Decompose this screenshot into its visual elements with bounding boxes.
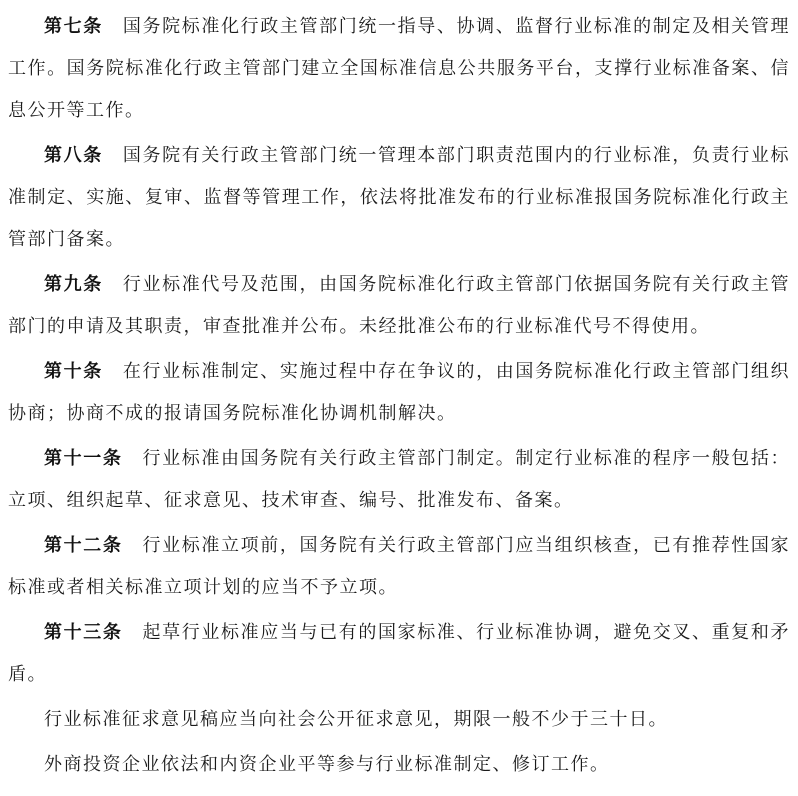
article-heading: 第八条 bbox=[44, 145, 103, 166]
paragraph-foreign-investment: 外商投资企业依法和内资企业平等参与行业标准制定、修订工作。 bbox=[44, 754, 610, 775]
article-10 bbox=[8, 351, 790, 435]
article-heading: 第十条 bbox=[44, 361, 103, 382]
article-text: 在行业标准制定、实施过程中存在争议的，由国务院标准化行政主管部门组织协商；协商不成的报请国务院标准化协调机制解决。 bbox=[8, 361, 790, 424]
article-heading: 第七条 bbox=[44, 16, 103, 37]
article-text: 行业标准代号及范围，由国务院标准化行政主管部门依据国务院有关行政主管部门的申请及其职责，审查批准并公布。未经批准公布的行业标准代号不得使用。 bbox=[8, 274, 790, 337]
paragraph-public-comment: 行业标准征求意见稿应当向社会公开征求意见，期限一般不少于三十日。 bbox=[44, 709, 668, 730]
article-9 bbox=[8, 264, 790, 348]
article-text: 行业标准由国务院有关行政主管部门制定。制定行业标准的程序一般包括：立项、组织起草、征求意见、技术审查、编号、批准发布、备案。 bbox=[8, 448, 790, 511]
article-heading: 第十三条 bbox=[44, 622, 123, 643]
article-heading: 第九条 bbox=[44, 274, 103, 295]
article-8 bbox=[8, 135, 790, 261]
article-12 bbox=[8, 525, 790, 609]
article-7 bbox=[8, 6, 790, 132]
article-heading: 第十二条 bbox=[44, 535, 123, 556]
article-text: 国务院有关行政主管部门统一管理本部门职责范围内的行业标准，负责行业标准制定、实施、复审、监督等管理工作，依法将批准发布的行业标准报国务院标准化行政主管部门备案。 bbox=[8, 145, 790, 250]
article-text: 国务院标准化行政主管部门统一指导、协调、监督行业标准的制定及相关管理工作。国务院标准化行政主管部门建立全国标准信息公共服务平台，支撑行业标准备案、信息公开等工作。 bbox=[8, 16, 790, 121]
article-heading: 第十一条 bbox=[44, 448, 123, 469]
article-text: 行业标准立项前，国务院有关行政主管部门应当组织核查，已有推荐性国家标准或者相关标准立项计划的应当不予立项。 bbox=[8, 535, 790, 598]
article-13 bbox=[8, 612, 790, 696]
article-11 bbox=[8, 438, 790, 522]
article-text: 起草行业标准应当与已有的国家标准、行业标准协调，避免交叉、重复和矛盾。 bbox=[8, 622, 790, 685]
